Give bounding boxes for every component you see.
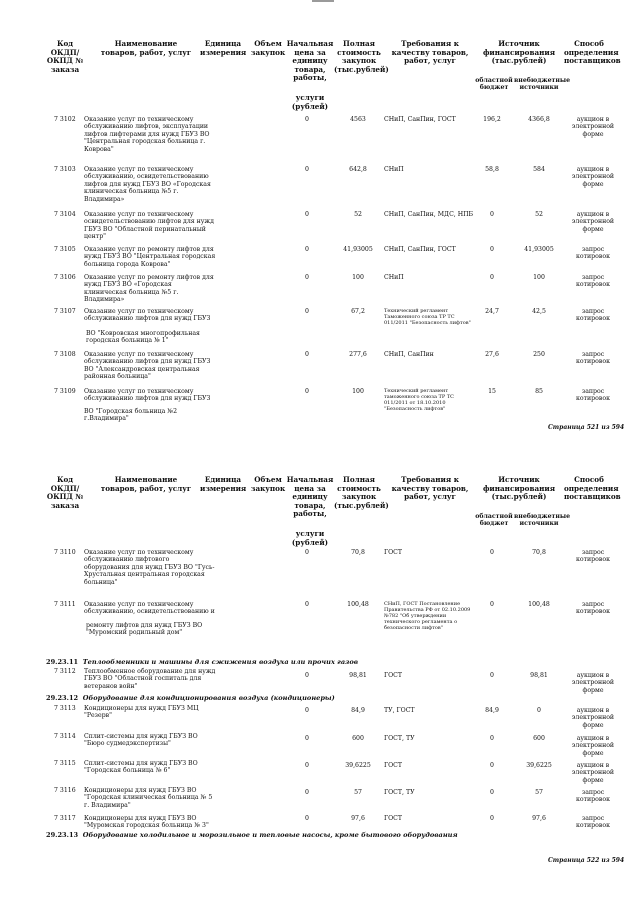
header-source: Источник финансирования (тыс.рублей): [482, 475, 556, 502]
row-extra: 97,6: [532, 815, 546, 822]
section-title: Оборудование для кондиционирования воздуха (кондиционеры): [82, 694, 335, 702]
row-code: 7 3106: [54, 274, 76, 281]
header-full-cost: Полная стоимость закупок (тыс.рублей): [334, 39, 389, 74]
row-name: Оказание услуг по техническому обслуживанию лифтового оборудования для нужд ГБУЗ ВО "Гусь-Хрустальная центральная городская больница": [84, 549, 215, 586]
section-code: 29.23.13: [46, 831, 79, 839]
row-method: аукцион в электронной форме: [571, 735, 615, 757]
row-method: запрос котировок: [576, 601, 610, 616]
row-requirements: СНиП, СанПин: [384, 351, 434, 358]
header-requirements: Требования к качеству товаров, работ, услуг: [391, 475, 469, 502]
row-extra: 57: [535, 789, 543, 796]
row-requirements: ГОСТ, ТУ: [384, 789, 415, 796]
row-regional: 0: [490, 274, 494, 281]
row-name: Оказание услуг по техническому обслуживанию лифтов для нужд ГБУЗ: [84, 388, 211, 403]
row-price: 0: [305, 601, 309, 608]
row-cost: 84,9: [351, 707, 365, 714]
row-cost: 97,6: [351, 815, 365, 822]
header-start-price-sub: услуги (рублей): [291, 93, 329, 111]
row-requirements: СНиП, СанПин, ГОСТ: [384, 246, 456, 253]
row-code: 7 3102: [54, 116, 76, 123]
row-name: Оказание услуг по ремонту лифтов для нужд ГБУЗ ВО «Городская клиническая больница №5 г. Владимира»: [84, 274, 214, 304]
row-extra: 52: [535, 211, 543, 218]
row-regional: 58,8: [485, 166, 499, 173]
row-code: 7 3107: [54, 308, 76, 315]
header-source: Источник финансирования (тыс.рублей): [482, 39, 556, 66]
row-requirements: ГОСТ: [384, 762, 403, 769]
row-code: 7 3108: [54, 351, 76, 358]
row-method: запрос котировок: [576, 789, 610, 804]
row-extra: 4366,8: [528, 116, 550, 123]
row-method: запрос котировок: [576, 246, 610, 261]
row-name: Оказание услуг по техническому освидетельствованию лифтов для нужд ГБУЗ ВО "Областной перинатальный центр": [84, 211, 214, 241]
row-code: 7 3110: [54, 549, 76, 556]
header-start-price-sub: услуги (рублей): [291, 529, 329, 547]
row-method: запрос котировок: [576, 274, 610, 289]
row-code: 7 3105: [54, 246, 76, 253]
row-code: 7 3103: [54, 166, 76, 173]
section-heading: [46, 695, 335, 703]
row-code: 7 3109: [54, 388, 76, 395]
row-price: 0: [305, 274, 309, 281]
row-extra: 42,5: [532, 308, 546, 315]
row-price: 0: [305, 707, 309, 714]
row-regional: 0: [490, 246, 494, 253]
row-regional: 27,6: [485, 351, 499, 358]
header-source-extra: внебюджетные источники: [514, 513, 571, 528]
row-regional: 0: [490, 789, 494, 796]
header-method: Способ определения поставщиков: [564, 475, 621, 502]
header-source-extra: внебюджетные источники: [514, 77, 571, 92]
row-code: 7 3114: [54, 733, 76, 740]
row-cost: 98,81: [349, 672, 367, 679]
row-price: 0: [305, 789, 309, 796]
row-requirements: СНиП, СанПин, ГОСТ: [384, 116, 456, 123]
row-name: Теплообменное оборудование для нужд ГБУЗ ВО "Областной госпиталь для ветеранов войн": [84, 668, 216, 690]
row-method: запрос котировок: [576, 308, 610, 323]
row-price: 0: [305, 672, 309, 679]
row-extra: 39,6225: [526, 762, 552, 769]
row-name: Оказание услуг по техническому обслуживанию, освидетельствованию лифтов для нужд ГБУЗ ВО «Городская клиническая больница №5 г. Владимира»: [84, 166, 211, 203]
row-regional: 0: [490, 211, 494, 218]
page-number-label: Страница 521 из 594: [548, 424, 625, 431]
row-price: 0: [305, 388, 309, 395]
row-name: Кондиционеры для нужд ГБУЗ ВО "Муромская городская больница № 3": [84, 815, 209, 830]
header-start-price: Начальная цена за единицу товара, работы,: [286, 39, 334, 83]
row-method: аукцион в электронной форме: [571, 672, 615, 694]
row-extra: 250: [533, 351, 545, 358]
row-name: Оказание услуг по ремонту лифтов для нужд ГБУЗ ВО "Центральная городская больница города Коврова": [84, 246, 216, 268]
page-number-label: Страница 522 из 594: [548, 857, 625, 864]
row-cost: 642,8: [349, 166, 367, 173]
row-cost: 57: [354, 789, 362, 796]
row-requirements: СНиП: [384, 274, 404, 281]
row-cost: 39,6225: [345, 762, 371, 769]
row-name: Сплит-системы для нужд ГБУЗ ВО "Бюро судмедэкспертизы": [84, 733, 198, 748]
row-code: 7 3117: [54, 815, 76, 822]
row-extra: 85: [535, 388, 543, 395]
row-method: аукцион в электронной форме: [571, 762, 615, 784]
row-name: Кондиционеры для нужд ГБУЗ МЦ "Резерв": [84, 705, 199, 720]
row-cost: 70,8: [351, 549, 365, 556]
row-extra: 98,81: [530, 672, 548, 679]
row-regional: 0: [490, 762, 494, 769]
header-requirements: Требования к качеству товаров, работ, услуг: [391, 39, 469, 66]
row-name: Оказание услуг по техническому обслуживанию лифтов для нужд ГБУЗ: [84, 308, 211, 323]
row-regional: 0: [490, 601, 494, 608]
row-method: запрос котировок: [576, 549, 610, 564]
header-start-price: Начальная цена за единицу товара, работы,: [286, 475, 334, 519]
header-volume: Объем закупок: [250, 39, 286, 57]
row-requirements: СНиП, ГОСТ Постановление Правительства РФ от 02.10.2009 №782 "Об утверждении технического регламента о безопасности лифтов": [384, 601, 471, 631]
row-name: Кондиционеры для нужд ГБУЗ ВО "Городская клиническая больница № 5 г. Владимира": [84, 787, 213, 809]
section-title: Теплообменники и машины для сжижения воздуха или прочих газов: [82, 658, 359, 666]
row-regional: 0: [490, 815, 494, 822]
row-price: 0: [305, 762, 309, 769]
row-requirements: ТУ, ГОСТ: [384, 707, 415, 714]
row-code: 7 3112: [54, 668, 76, 675]
header-code: Код ОКДП/ ОКПД № заказа: [46, 475, 84, 510]
header-source-regional: областной бюджет: [475, 513, 513, 528]
row-regional: 24,7: [485, 308, 499, 315]
row-method: запрос котировок: [576, 815, 610, 830]
row-method: аукцион в электронной форме: [571, 707, 615, 729]
row-code: 7 3115: [54, 760, 76, 767]
row-name-cont: ВО "Городская больница №2 г.Владимира": [84, 408, 178, 423]
row-code: 7 3111: [54, 601, 76, 608]
row-regional: 0: [490, 735, 494, 742]
row-requirements: Технический регламент таможенного союза ТР ТС 011/2011 от 18.10.2010 "Безопасность лифтов": [384, 388, 455, 412]
row-cost: 52: [354, 211, 362, 218]
row-price: 0: [305, 166, 309, 173]
header-source-regional: областной бюджет: [475, 77, 513, 92]
row-regional: 0: [490, 549, 494, 556]
row-method: запрос котировок: [576, 351, 610, 366]
row-cost: 100,48: [347, 601, 369, 608]
row-price: 0: [305, 211, 309, 218]
section-heading: [46, 659, 358, 667]
row-regional: 0: [490, 672, 494, 679]
header-unit: Единица измерения: [200, 39, 247, 57]
row-regional: 15: [488, 388, 496, 395]
row-name-cont: ВО "Ковровская многопрофильная городская больница № 1": [86, 330, 200, 345]
row-code: 7 3113: [54, 705, 76, 712]
row-price: 0: [305, 549, 309, 556]
row-extra: 70,8: [532, 549, 546, 556]
row-name: Оказание услуг по техническому обслуживанию лифтов для нужд ГБУЗ ВО "Александровская центральная районная больница": [84, 351, 211, 381]
row-name-cont: ремонту лифтов для нужд ГБУЗ ВО "Муромский родильный дом": [86, 622, 203, 637]
row-regional: 196,2: [483, 116, 501, 123]
section-title: Оборудование холодильное и морозильное и тепловые насосы, кроме бытового оборудования: [82, 831, 458, 839]
row-requirements: ГОСТ: [384, 672, 403, 679]
header-code: Код ОКДП/ ОКПД № заказа: [46, 39, 84, 74]
section-code: 29.23.12: [46, 694, 79, 702]
row-extra: 100,48: [528, 601, 550, 608]
row-extra: 0: [537, 707, 541, 714]
row-method: запрос котировок: [576, 388, 610, 403]
row-extra: 100: [533, 274, 545, 281]
row-cost: 41,93005: [343, 246, 373, 253]
row-price: 0: [305, 116, 309, 123]
row-requirements: СНиП: [384, 166, 404, 173]
header-unit: Единица измерения: [200, 475, 247, 493]
row-cost: 600: [352, 735, 364, 742]
row-price: 0: [305, 246, 309, 253]
row-price: 0: [305, 308, 309, 315]
section-code: 29.23.11: [46, 658, 79, 666]
row-cost: 67,2: [351, 308, 365, 315]
row-extra: 41,93005: [524, 246, 554, 253]
header-full-cost: Полная стоимость закупок (тыс.рублей): [334, 475, 389, 510]
row-code: 7 3104: [54, 211, 76, 218]
section-heading: [46, 832, 458, 840]
row-extra: 584: [533, 166, 545, 173]
row-cost: 4563: [350, 116, 366, 123]
header-volume: Объем закупок: [250, 475, 286, 493]
row-regional: 84,9: [485, 707, 499, 714]
row-requirements: СНиП, СанПин, МДС, НПБ: [384, 211, 474, 218]
row-price: 0: [305, 351, 309, 358]
row-cost: 100: [352, 274, 364, 281]
header-method: Способ определения поставщиков: [564, 39, 621, 66]
row-method: аукцион в электронной форме: [571, 166, 615, 188]
row-extra: 600: [533, 735, 545, 742]
row-name: Оказание услуг по техническому обслуживанию, освидетельствованию и: [84, 601, 215, 616]
row-code: 7 3116: [54, 787, 76, 794]
scan-mark: [312, 0, 334, 2]
row-requirements: ГОСТ: [384, 549, 403, 556]
row-cost: 100: [352, 388, 364, 395]
row-requirements: ГОСТ: [384, 815, 403, 822]
row-price: 0: [305, 815, 309, 822]
row-price: 0: [305, 735, 309, 742]
row-method: аукцион в электронной форме: [571, 116, 615, 138]
row-requirements: Технический регламент Таможенного союза ТР ТС 011/2011 "Безопасность лифтов": [384, 308, 471, 326]
row-requirements: ГОСТ, ТУ: [384, 735, 415, 742]
header-name: Наименование товаров, работ, услуг: [100, 475, 192, 493]
header-name: Наименование товаров, работ, услуг: [100, 39, 192, 57]
row-name: Сплит-системы для нужд ГБУЗ ВО "Городская больница № 6": [84, 760, 198, 775]
row-cost: 277,6: [349, 351, 367, 358]
row-name: Оказание услуг по техническому обслуживанию лифтов, эксплуатации лифтов лифтерами для нужд ГБУЗ ВО "Центральная городская больница г. Коврова": [84, 116, 210, 153]
row-method: аукцион в электронной форме: [571, 211, 615, 233]
